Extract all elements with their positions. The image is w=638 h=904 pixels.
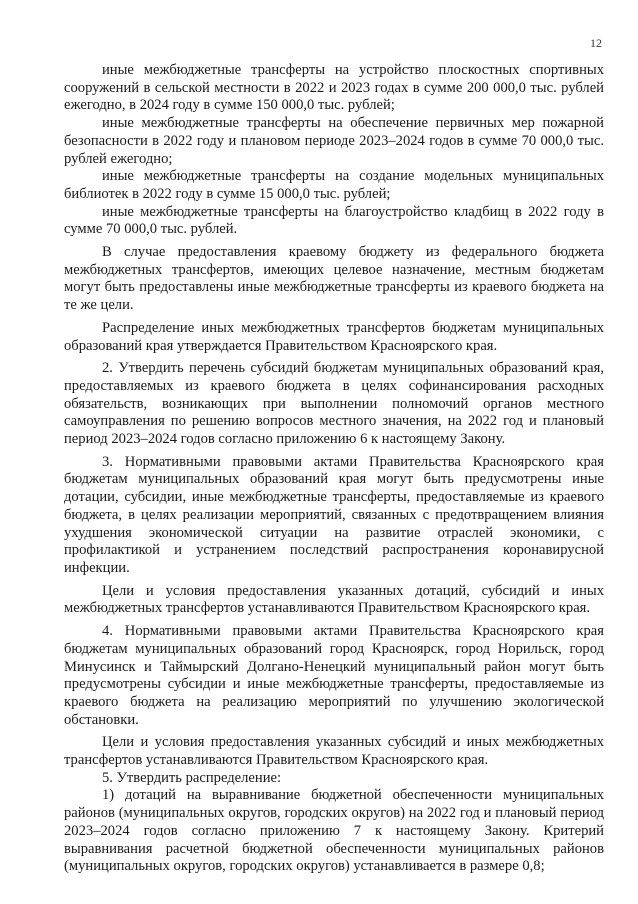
paragraph: 4. Нормативными правовыми актами Правительства Красноярского края бюджетам муниципальных образований город Красноярск, город Норильск, город Минусинск и Таймырский Долгано-Ненецкий муниципальный район могут быть предусмотрены субсидии и иные межбюджетные трансферты, предоставляемые из краевого бюджета на реализацию мероприятий по улучшению экологической обстановки. bbox=[64, 623, 604, 728]
paragraph: Цели и условия предоставления указанных субсидий и иных межбюджетных трансфертов устанавливаются Правительством Красноярского края. bbox=[64, 734, 604, 769]
paragraph: Цели и условия предоставления указанных дотаций, субсидий и иных межбюджетных трансфертов устанавливаются Правительством Красноярского края. bbox=[64, 582, 604, 617]
paragraph: В случае предоставления краевому бюджету из федерального бюджета межбюджетных трансфертов, имеющих целевое назначение, местным бюджетам могут быть предоставлены иные межбюджетные трансферты из краевого бюджета на те же цели. bbox=[64, 244, 604, 314]
paragraph: иные межбюджетные трансферты на устройство плоскостных спортивных сооружений в сельской местности в 2022 и 2023 годах в сумме 200 000,0 тыс. рублей ежегодно, в 2024 году в сумме 150 000,0 тыс. рублей; bbox=[64, 62, 604, 114]
paragraph: 1) дотаций на выравнивание бюджетной обеспеченности муниципальных районов (муниципальных округов, городских округов) на 2022 год и плановый период 2023–2024 годов согласно приложению 7 к настоящему Закону. Критерий выравнивания расчетной бюджетной обеспеченности муниципальных районов (муниципальных округов, городских округов) устанавливается в размере 0,8; bbox=[64, 787, 604, 875]
paragraph: иные межбюджетные трансферты на обеспечение первичных мер пожарной безопасности в 2022 году и плановом периоде 2023–2024 годов в сумме 70 000,0 тыс. рублей ежегодно; bbox=[64, 115, 604, 167]
paragraph: 3. Нормативными правовыми актами Правительства Красноярского края бюджетам муниципальных образований края могут быть предусмотрены иные дотации, субсидии, иные межбюджетные трансферты, предоставляемые из краевого бюджета, в целях реализации мероприятий, связанных с предотвращением влияния ухудшения экономической ситуации на развитие отраслей экономики, с профилактикой и устранением последствий распространения коронавирусной инфекции. bbox=[64, 453, 604, 576]
document-body bbox=[64, 62, 604, 876]
paragraph: Распределение иных межбюджетных трансфертов бюджетам муниципальных образований края утверждается Правительством Красноярского края. bbox=[64, 319, 604, 354]
page-number: 12 bbox=[590, 36, 602, 50]
paragraph: 5. Утвердить распределение: bbox=[102, 769, 282, 786]
paragraph: иные межбюджетные трансферты на создание модельных муниципальных библиотек в 2022 году в сумме 15 000,0 тыс. рублей; bbox=[64, 168, 604, 202]
paragraph: 2. Утвердить перечень субсидий бюджетам муниципальных образований края, предоставляемых из краевого бюджета в целях софинансирования расходных обязательств, возникающих при выполнении полномочий органов местного самоуправления по решению вопросов местного значения, на 2022 год и плановый период 2023–2024 годов согласно приложению 6 к настоящему Закону. bbox=[64, 360, 604, 448]
paragraph: иные межбюджетные трансферты на благоустройство кладбищ в 2022 году в сумме 70 000,0 тыс. рублей. bbox=[64, 203, 604, 238]
